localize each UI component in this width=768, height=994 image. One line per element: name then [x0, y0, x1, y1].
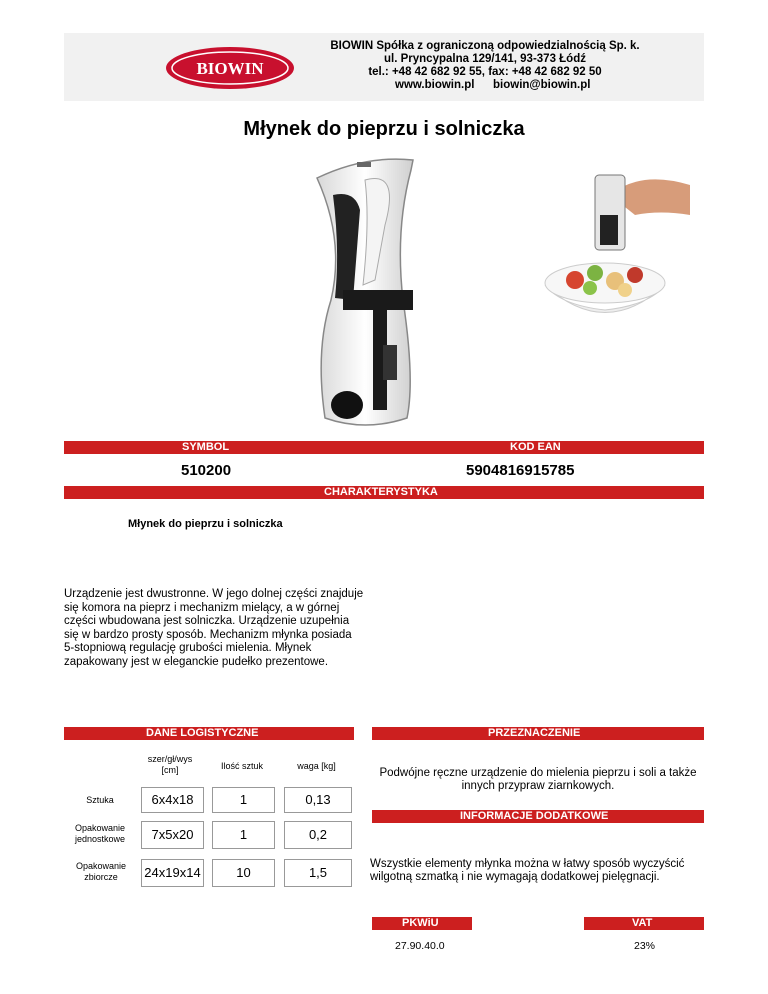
ean-value: 5904816915785 — [466, 462, 575, 479]
cell-weight: 0,13 — [284, 787, 352, 813]
logo-text: BIOWIN — [196, 59, 264, 78]
symbol-ean-bar — [64, 441, 704, 454]
cell-dims: 24x19x14 — [141, 859, 204, 887]
additional-label: INFORMACJE DODATKOWE — [460, 810, 609, 822]
company-address: ul. Pryncypalna 129/141, 93-373 Łódź — [384, 53, 586, 65]
additional-bar — [372, 810, 704, 823]
col-quantity: Ilość sztuk — [220, 761, 263, 771]
company-website[interactable]: www.biowin.pl — [395, 79, 475, 91]
cell-qty: 10 — [212, 859, 275, 887]
col-dimensions: szer/gł/wys [cm] — [147, 754, 193, 775]
symbol-value: 510200 — [181, 462, 232, 479]
product-name: Młynek do pieprzu i solniczka — [128, 518, 283, 530]
cell-weight: 0,2 — [284, 821, 352, 849]
vat-value: 23% — [634, 940, 656, 952]
company-phone: tel.: +48 42 682 92 55, fax: +48 42 682 92 50 — [368, 66, 602, 78]
logistics-label: DANE LOGISTYCZNE — [146, 727, 259, 739]
cell-dims: 7x5x20 — [141, 821, 204, 849]
additional-text: Wszystkie elementy młynka można w łatwy sposób wyczyścić wilgotną szmatką i nie wymagają dodatkowej pielęgnacji. — [370, 858, 685, 883]
pkwiu-bar — [372, 917, 472, 930]
purpose-text: Podwójne ręczne urządzenie do mielenia pieprzu i soli a także innych przypraw ziarnkowych. — [379, 767, 697, 792]
vat-bar — [584, 917, 704, 930]
product-image — [305, 150, 425, 430]
ean-label: KOD EAN — [510, 441, 561, 453]
logistics-bar — [64, 727, 354, 740]
company-info — [320, 40, 650, 92]
row-label: Sztuka — [86, 795, 114, 805]
cell-weight: 1,5 — [284, 859, 352, 887]
cell-qty: 1 — [212, 821, 275, 849]
company-email[interactable]: biowin@biowin.pl — [493, 79, 591, 91]
vat-label: VAT — [632, 917, 653, 929]
purpose-label: PRZEZNACZENIE — [488, 727, 581, 739]
biowin-logo — [165, 46, 295, 90]
characteristics-label: CHARAKTERYSTYKA — [324, 486, 438, 498]
company-name: BIOWIN Spółka z ograniczoną odpowiedzialnością Sp. k. — [330, 40, 640, 52]
pkwiu-value: 27.90.40.0 — [395, 940, 445, 952]
pkwiu-label: PKWiU — [402, 917, 439, 929]
characteristics-bar — [64, 486, 704, 499]
row-label: Opakowanie zbiorcze — [75, 861, 127, 882]
cell-dims: 6x4x18 — [141, 787, 204, 813]
cell-qty: 1 — [212, 787, 275, 813]
symbol-label: SYMBOL — [182, 441, 230, 453]
page-title: Młynek do pieprzu i solniczka — [243, 118, 525, 140]
purpose-bar — [372, 727, 704, 740]
row-label: Opakowanie jednostkowe — [74, 823, 126, 844]
usage-image — [520, 155, 690, 325]
col-weight: waga [kg] — [297, 761, 336, 771]
product-description: Urządzenie jest dwustronne. W jego dolnej części znajduje się komora na pieprz i mechanizm mielący, a w górnej części wbudowana jest solniczka. Urządzenie uzupełnia się w bardzo prosty sposób. Mechanizm młynka posiada 5-stopniową regulację grubości mielenia. Młynek zapakowany jest w eleganckie pudełko prezentowe. — [64, 588, 364, 668]
